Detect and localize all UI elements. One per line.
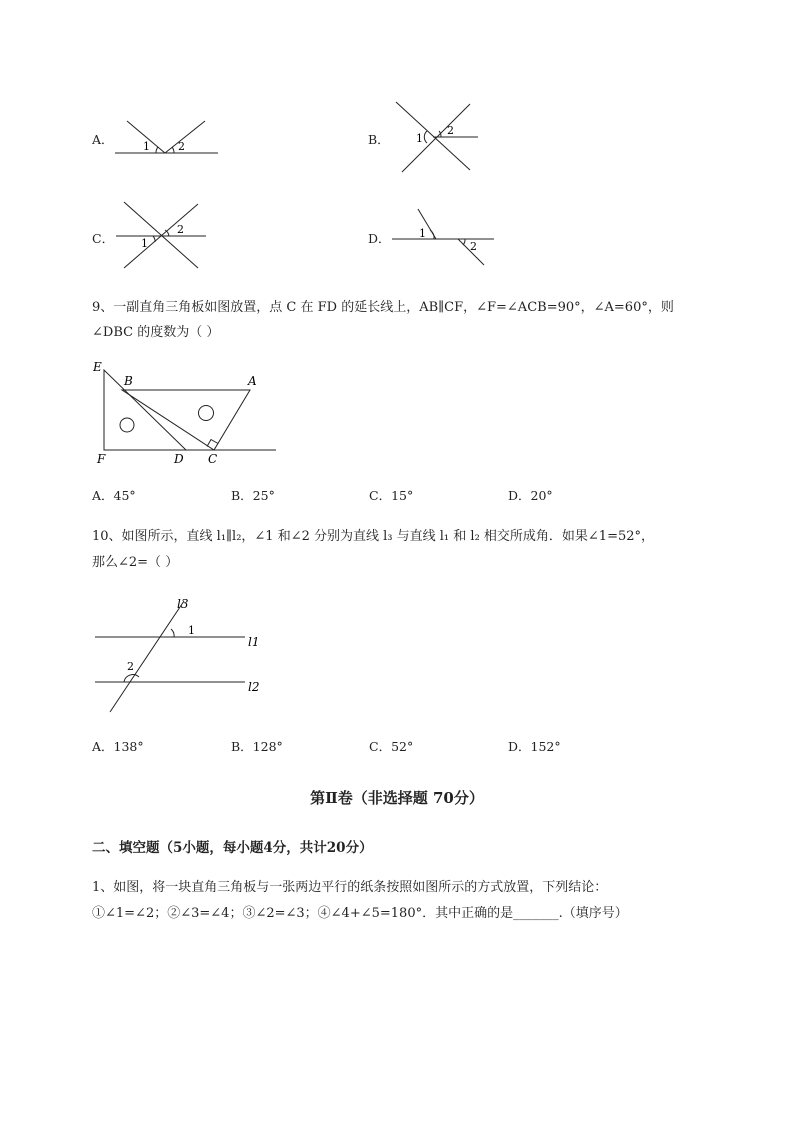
q9-choice-a: A．45° (92, 488, 136, 503)
q9-text-line2: ∠DBC 的度数为（ ） (92, 325, 220, 340)
q10-text-line1: 10、如图所示，直线 l₁∥l₂，∠1 和∠2 分别为直线 l₃ 与直线 l₁ 和 l₂ 相交所成角．如果∠1=52°， (92, 529, 655, 544)
q9-text-line1: 9、一副直角三角板如图放置，点 C 在 FD 的延长线上，AB∥CF，∠F=∠ACB=90°，∠A=60°，则 (92, 300, 674, 315)
q9-choice-c: C．15° (369, 488, 414, 503)
q10-text-line2: 那么∠2=（ ） (92, 555, 179, 570)
angle-1-arc (171, 629, 174, 637)
q9-figure (88, 358, 288, 468)
label-b: B (124, 374, 133, 388)
angle-1-label: 1 (419, 227, 426, 240)
angle-2-arc (463, 239, 465, 245)
q9-choice-b: B．25° (231, 488, 275, 503)
angle-1-label: 1 (188, 624, 195, 637)
angle-2-label: 2 (470, 240, 477, 253)
line-2 (402, 104, 470, 172)
q10-choice-b: B．128° (231, 739, 283, 754)
option-b-label: B． (368, 132, 390, 147)
triangle-bac (122, 390, 250, 450)
angle-2-arc (124, 675, 139, 682)
angle-1-label: 1 (143, 140, 150, 153)
option-a-label: A． (92, 132, 114, 147)
label-l2: l2 (248, 680, 260, 694)
option-d-label: D． (368, 231, 391, 246)
line-1 (396, 102, 470, 170)
angle-2-arc (165, 230, 169, 236)
angle-2-arc (172, 147, 174, 153)
label-c: C (208, 452, 218, 466)
label-l1: l1 (248, 635, 260, 649)
angle-1-label: 1 (416, 132, 423, 145)
option-a-figure (110, 112, 225, 157)
angle-1-arc (156, 147, 158, 153)
label-d: D (174, 452, 184, 466)
option-b-figure (390, 98, 485, 176)
q10-choice-c: C．52° (369, 739, 414, 754)
label-e: E (93, 360, 102, 374)
q9-choice-d: D．20° (508, 488, 553, 503)
triangle-efd (104, 370, 186, 450)
hole-left (120, 418, 134, 432)
label-l3: l3 (177, 597, 189, 611)
option-c-label: C． (92, 231, 115, 246)
angle-1-arc (424, 131, 427, 143)
angle-2-label: 2 (177, 223, 184, 236)
angle-1-label: 1 (141, 237, 148, 250)
q10-figure (90, 592, 270, 717)
part2-title: 第Ⅱ卷（非选择题 70分） (310, 789, 484, 807)
angle-2-label: 2 (178, 140, 185, 153)
option-c-figure (114, 198, 212, 272)
option-d-figure (390, 205, 498, 269)
section-heading: 二、填空题（5小题，每小题4分，共计20分） (92, 840, 373, 856)
line-l3 (110, 601, 184, 712)
label-a: A (248, 374, 257, 388)
angle-2-label: 2 (127, 660, 134, 673)
ray-right (165, 121, 205, 153)
q10-choice-d: D．152° (508, 739, 561, 754)
q10-choice-a: A．138° (92, 739, 144, 754)
hole-right (199, 406, 214, 421)
angle-1-arc (430, 230, 434, 239)
angle-1-arc (153, 236, 155, 242)
label-f: F (97, 452, 106, 466)
angle-2-label: 2 (447, 124, 454, 137)
fill1-text-line1: 1、如图，将一块直角三角板与一张两边平行的纸条按照如图所示的方式放置，下列结论： (92, 880, 608, 895)
fill1-text-line2: ①∠1=∠2；②∠3=∠4；③∠2=∠3；④∠4+∠5=180°．其中正确的是_______.（填序号） (92, 906, 628, 921)
